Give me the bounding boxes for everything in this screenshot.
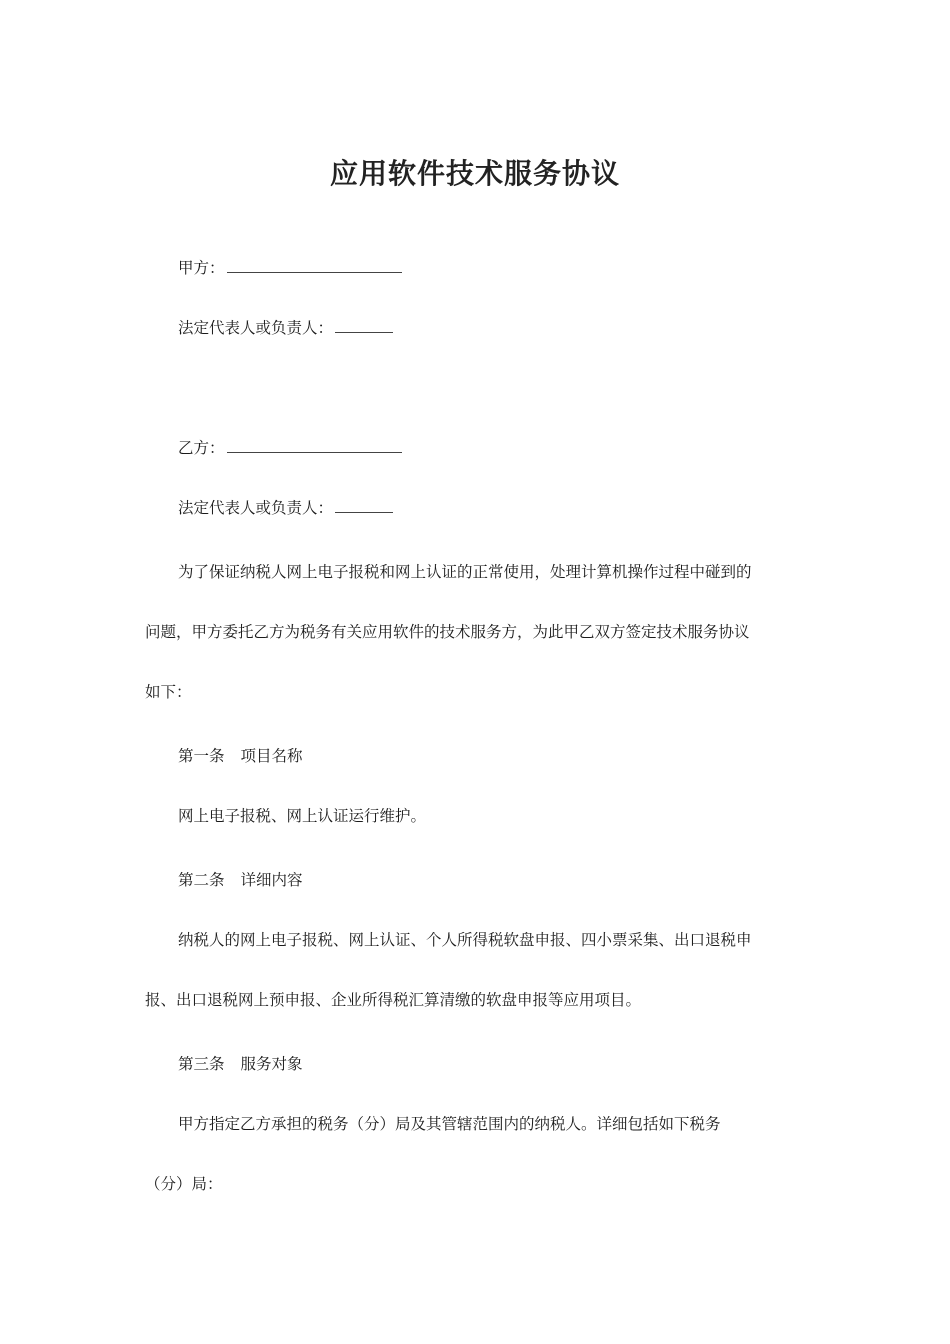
party-a-blank[interactable]: [227, 258, 402, 273]
party-a-rep-blank[interactable]: [335, 318, 393, 333]
article-1-title: 项目名称: [240, 747, 303, 765]
article-3-number: 第三条: [178, 1055, 225, 1073]
article-1-number: 第一条: [178, 747, 225, 765]
party-a-rep-line: [178, 318, 393, 338]
intro-line-2: 问题，甲方委托乙方为税务有关应用软件的技术服务方，为此甲乙双方签定技术服务协议: [145, 623, 750, 641]
document-title: 应用软件技术服务协议: [329, 157, 620, 190]
article-1-body: 网上电子报税、网上认证运行维护。: [178, 807, 427, 825]
party-a-line: [178, 258, 402, 278]
party-b-blank[interactable]: [227, 438, 402, 453]
party-b-rep-line: [178, 498, 393, 518]
article-3-body-line-1: 甲方指定乙方承担的税务（分）局及其管辖范围内的纳税人。详细包括如下税务: [178, 1115, 721, 1133]
article-3-title: 服务对象: [240, 1055, 303, 1073]
party-a-rep-label: 法定代表人或负责人：: [178, 319, 334, 337]
intro-line-1: 为了保证纳税人网上电子报税和网上认证的正常使用，处理计算机操作过程中碰到的: [178, 563, 752, 581]
article-2-title: 详细内容: [240, 871, 303, 889]
party-b-label: 乙方：: [178, 439, 225, 457]
article-2-heading: [178, 870, 303, 890]
article-3-heading: [178, 1054, 303, 1074]
article-2-body-line-1: 纳税人的网上电子报税、网上认证、个人所得税软盘申报、四小票采集、出口退税申: [178, 931, 752, 949]
party-a-label: 甲方：: [178, 259, 225, 277]
intro-line-3: 如下：: [145, 683, 192, 701]
party-b-rep-blank[interactable]: [335, 498, 393, 513]
party-b-rep-label: 法定代表人或负责人：: [178, 499, 334, 517]
article-3-body-line-2: （分）局：: [145, 1175, 223, 1193]
article-1-heading: [178, 746, 303, 766]
article-2-number: 第二条: [178, 871, 225, 889]
article-2-body-line-2: 报、出口退税网上预申报、企业所得税汇算清缴的软盘申报等应用项目。: [145, 991, 642, 1009]
party-b-line: [178, 438, 402, 458]
